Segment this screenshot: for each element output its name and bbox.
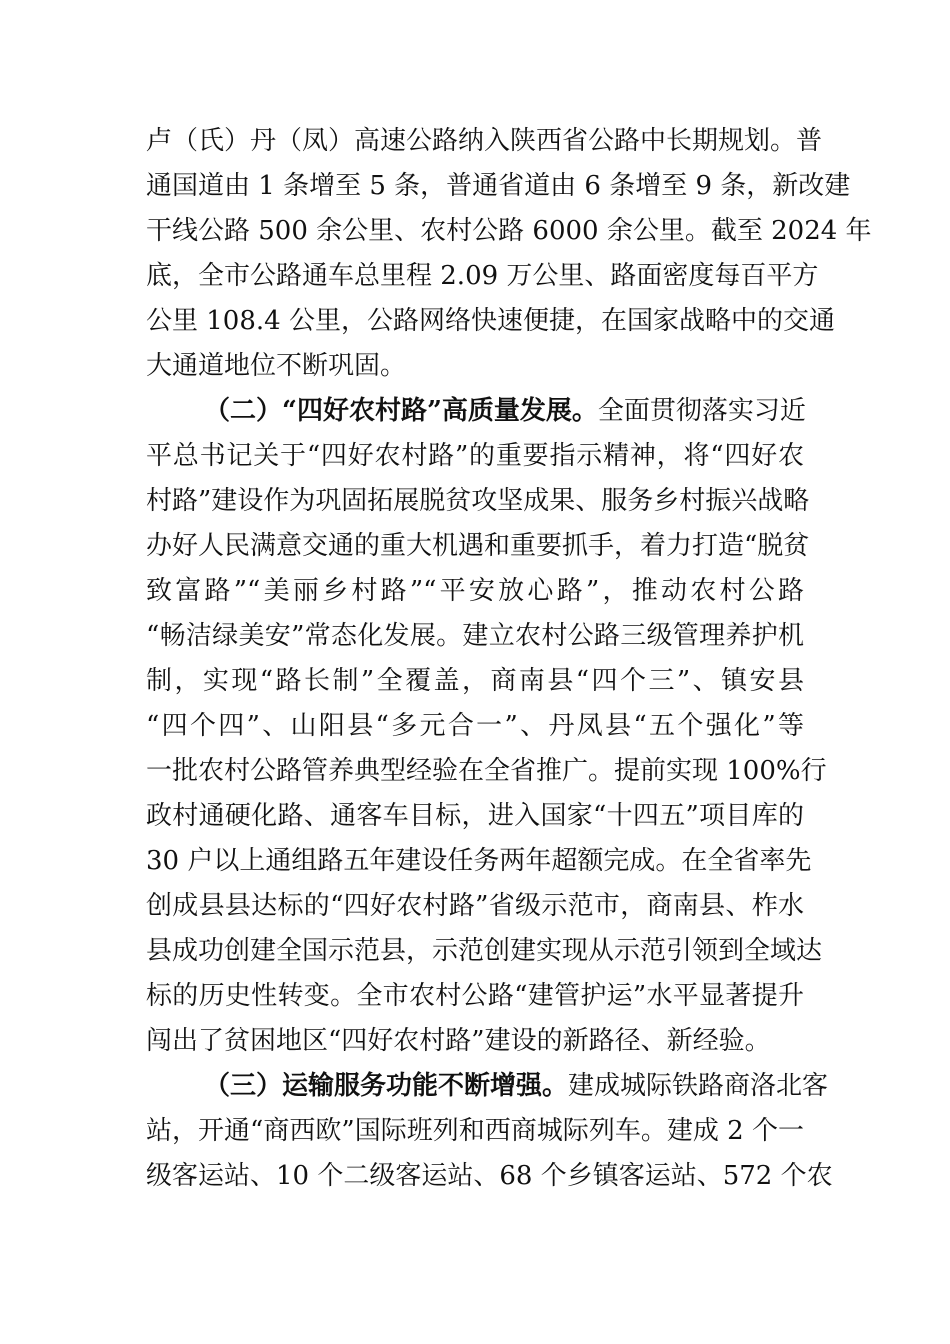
- section-2-first-line: [204, 396, 804, 426]
- text-line: 大通道地位不断巩固。: [146, 351, 407, 381]
- text-line: 级客运站、10 个二级客运站、68 个乡镇客运站、572 个农: [146, 1161, 833, 1191]
- section-2-text: 全面贯彻落实习近: [597, 396, 806, 426]
- text-line: 致富路”“美丽乡村路”“平安放心路”，推动农村公路: [146, 576, 804, 606]
- text-line: 底，全市公路通车总里程 2.09 万公里、路面密度每百平方: [146, 261, 819, 291]
- section-3-text: 建成城际铁路商洛北客: [568, 1071, 829, 1101]
- text-line: 县成功创建全国示范县，示范创建实现从示范引领到全域达: [146, 936, 823, 966]
- text-line: 政村通硬化路、通客车目标，进入国家“十四五”项目库的: [146, 801, 804, 831]
- text-line: 闯出了贫困地区“四好农村路”建设的新路径、新经验。: [146, 1026, 771, 1056]
- text-line: 制，实现“路长制”全覆盖，商南县“四个三”、镇安县: [146, 666, 804, 696]
- text-line: “四个四”、山阳县“多元合一”、丹凤县“五个强化”等: [146, 711, 804, 741]
- text-line: 通国道由 1 条增至 5 条，普通省道由 6 条增至 9 条，新改建: [146, 171, 851, 201]
- section-3-heading: （三）运输服务功能不断增强。: [204, 1071, 569, 1101]
- text-line: 办好人民满意交通的重大机遇和重要抓手，着力打造“脱贫: [146, 531, 810, 561]
- text-line: 30 户以上通组路五年建设任务两年超额完成。在全省率先: [146, 846, 812, 876]
- text-line: 公里 108.4 公里，公路网络快速便捷，在国家战略中的交通: [146, 306, 835, 336]
- text-line: 干线公路 500 余公里、农村公路 6000 余公里。截至 2024 年: [146, 216, 872, 246]
- section-2-heading: （二）“四好农村路”高质量发展。: [204, 396, 598, 426]
- text-line: 平总书记关于“四好农村路”的重要指示精神，将“四好农: [146, 441, 804, 471]
- text-line: 一批农村公路管养典型经验在全省推广。提前实现 100%行: [146, 756, 827, 786]
- text-line: 村路”建设作为巩固拓展脱贫攻坚成果、服务乡村振兴战略: [146, 486, 810, 516]
- text-line: “畅洁绿美安”常态化发展。建立农村公路三级管理养护机: [146, 621, 804, 651]
- text-line: 标的历史性转变。全市农村公路“建管护运”水平显著提升: [146, 981, 804, 1011]
- text-line: 站，开通“商西欧”国际班列和西商城际列车。建成 2 个一: [146, 1116, 804, 1146]
- section-3-first-line: [204, 1071, 829, 1101]
- text-line: 卢（氏）丹（凤）高速公路纳入陕西省公路中长期规划。普: [146, 126, 823, 156]
- text-line: 创成县县达标的“四好农村路”省级示范市，商南县、柞水: [146, 891, 804, 921]
